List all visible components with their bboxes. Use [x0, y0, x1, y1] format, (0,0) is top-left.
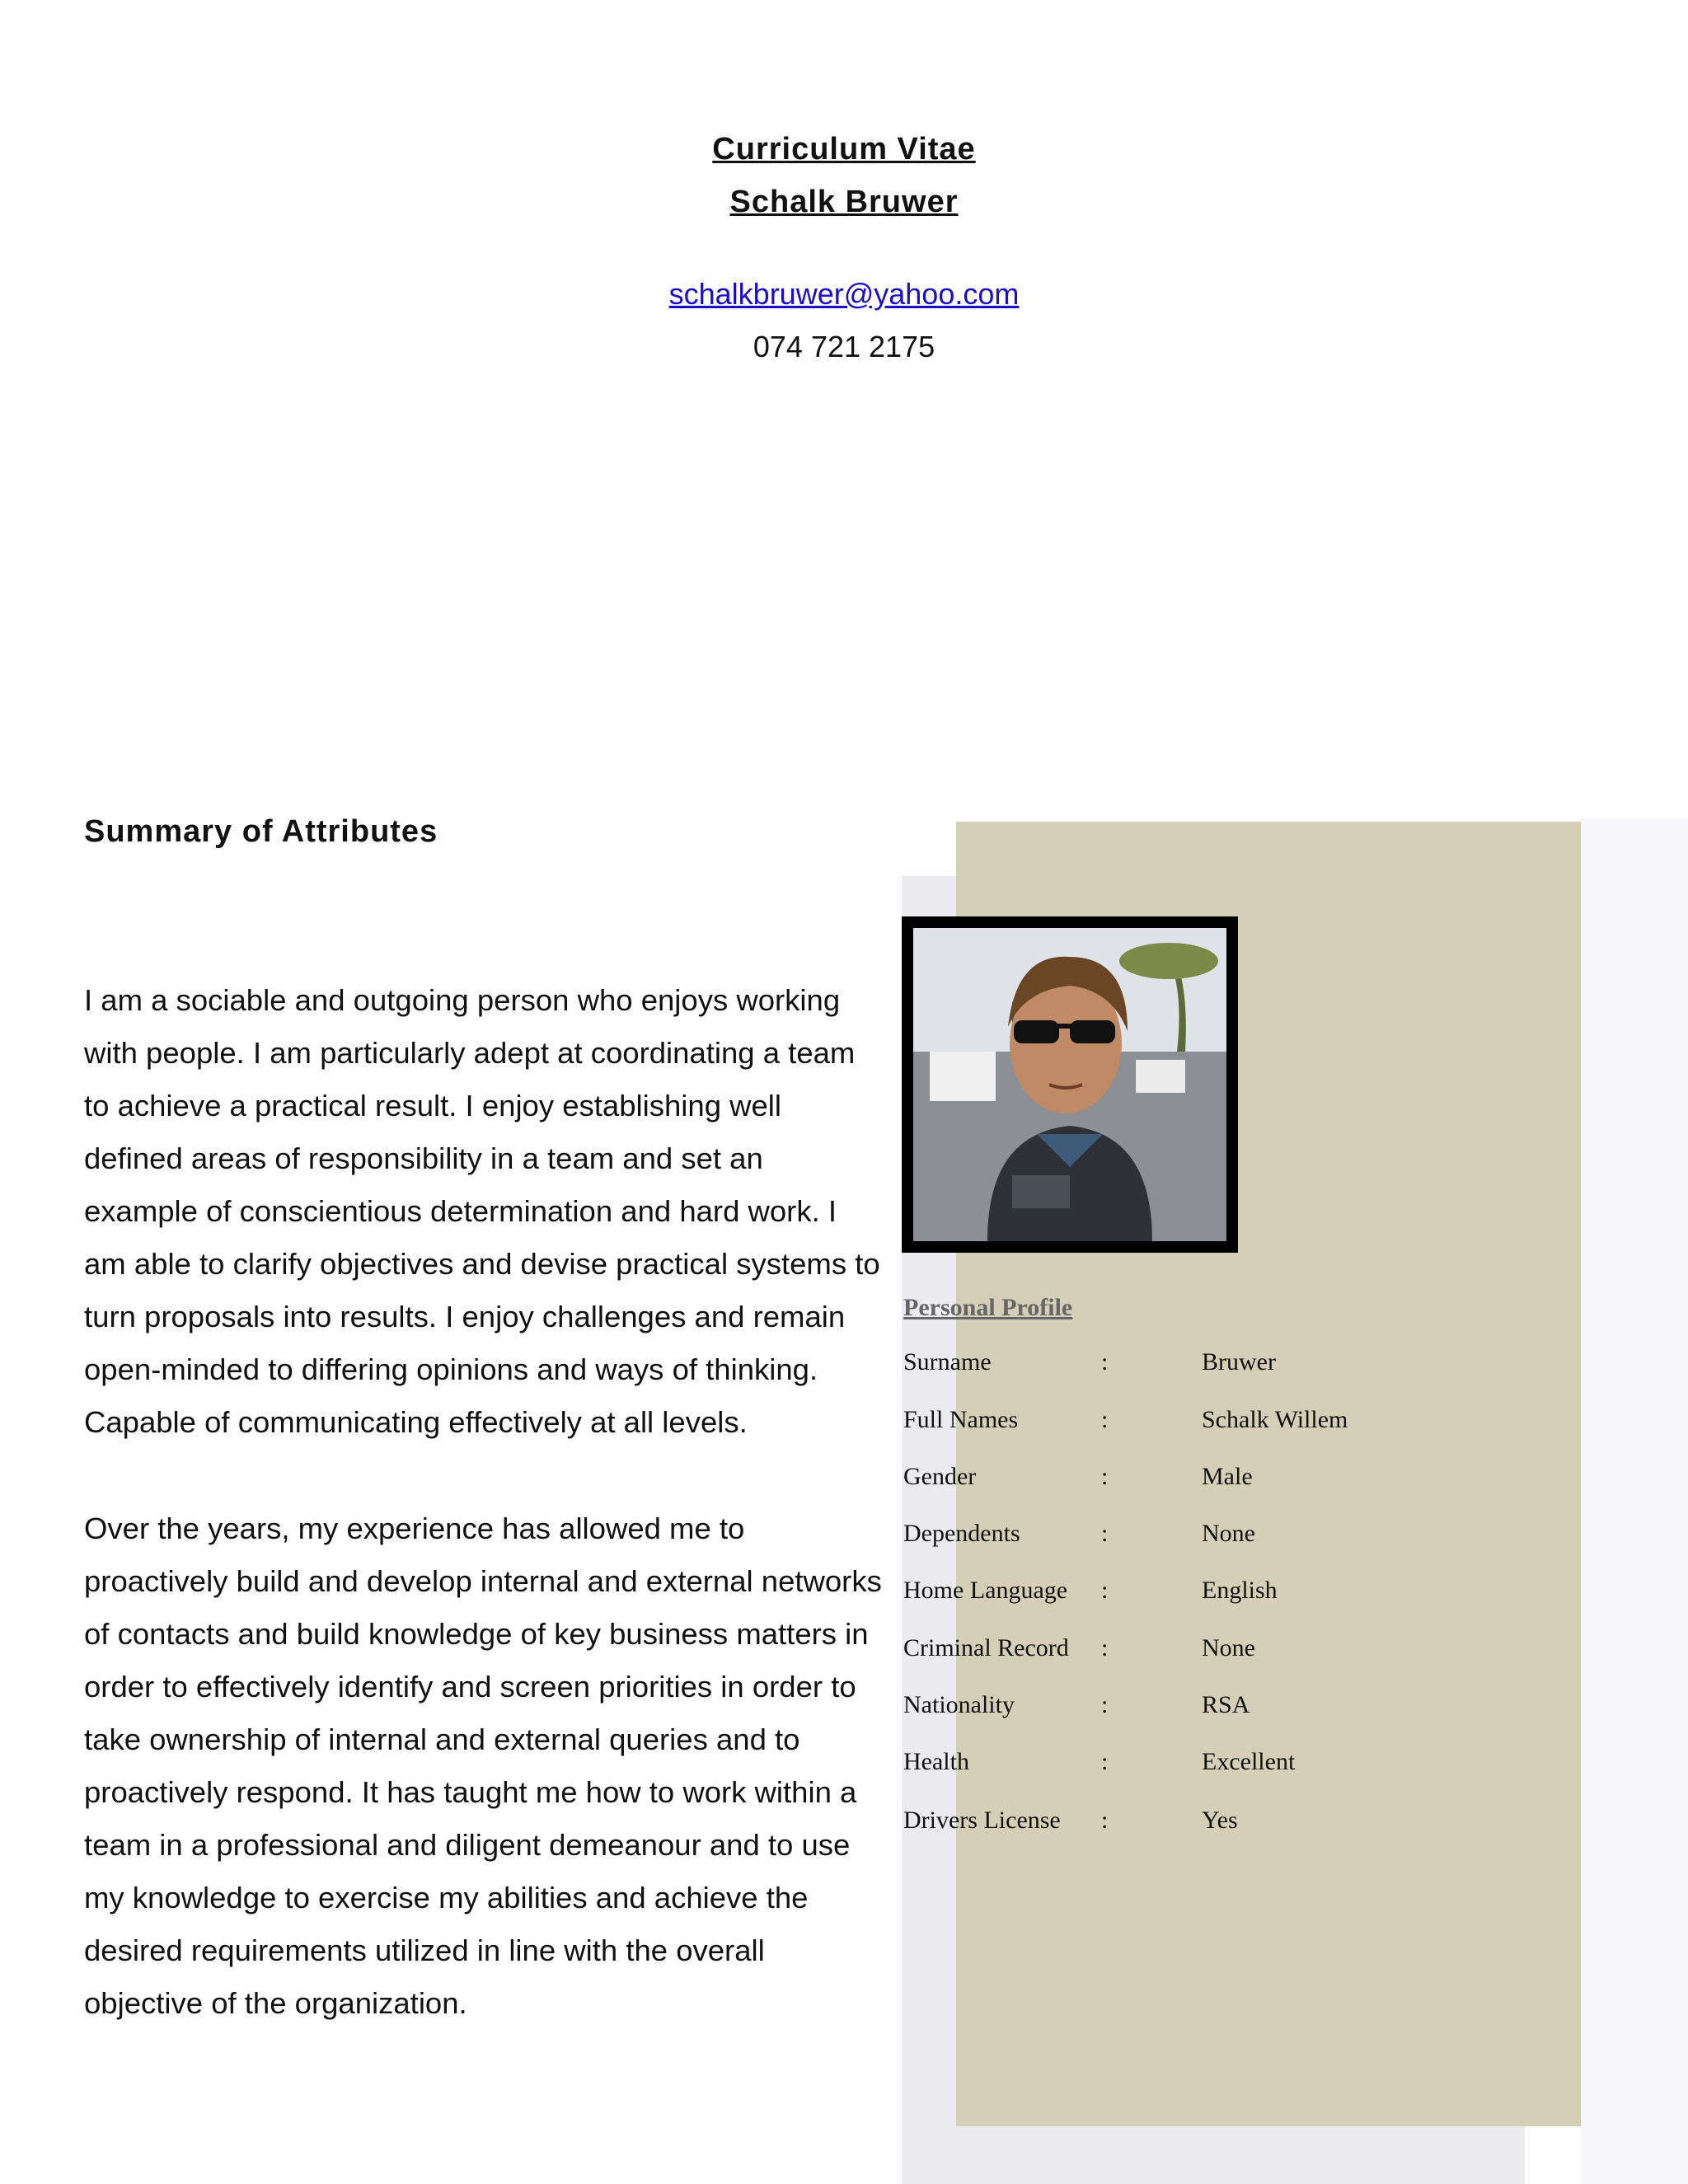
profile-label: Surname [903, 1348, 992, 1376]
profile-row-health [903, 1748, 1530, 1781]
profile-row-gender [903, 1463, 1530, 1496]
candidate-name: Schalk Bruwer [729, 185, 959, 219]
profile-separator: : [1101, 1577, 1109, 1604]
profile-value: English [1202, 1577, 1278, 1604]
profile-separator: : [1101, 1748, 1109, 1775]
profile-row-dependents [903, 1520, 1530, 1553]
profile-label: Dependents [903, 1520, 1020, 1547]
profile-value: None [1202, 1634, 1255, 1661]
profile-separator: : [1101, 1520, 1109, 1547]
profile-separator: : [1101, 1463, 1109, 1490]
profile-row-home-language [903, 1577, 1530, 1610]
profile-label: Gender [903, 1463, 977, 1490]
profile-value: Excellent [1202, 1748, 1296, 1775]
profile-label: Health [903, 1748, 969, 1775]
profile-separator: : [1101, 1691, 1109, 1718]
profile-label: Nationality [903, 1691, 1015, 1718]
profile-label: Drivers License [903, 1807, 1061, 1834]
profile-heading: Personal Profile [903, 1294, 1073, 1321]
profile-value: Male [1202, 1463, 1253, 1490]
profile-separator: : [1101, 1406, 1109, 1433]
profile-label: Home Language [903, 1577, 1068, 1604]
summary-paragraph-1: I am a sociable and outgoing person who enjoys working with people. I am particularly adept at coordinating a team to achieve a practical result. I enjoy establishing well defined areas of responsibility in a team and set an example of conscientious determination and hard work. I am able to clarify objectives and devise practical systems to turn proposals into results. I enjoy challenges and remain open-minded to differing opinions and ways of thinking. Capable of communicating effectively at all levels. [84, 983, 880, 1439]
profile-photo [902, 916, 1238, 1253]
profile-row-nationality [903, 1691, 1530, 1724]
summary-paragraph-2: Over the years, my experience has allowed me to proactively build and develop internal and external networks of contacts and build knowledge of key business matters in order to effectively identify and screen priorities in order to take ownership of internal and external queries and to proactively respond. It has taught me how to work within a team in a professional and diligent demeanour and to use my knowledge to exercise my abilities and achieve the desired requirements utilized in line with the overall objective of the organization. [84, 1511, 882, 2020]
profile-value: RSA [1202, 1691, 1250, 1718]
profile-value: Yes [1202, 1807, 1238, 1834]
profile-separator: : [1101, 1348, 1109, 1376]
email-link[interactable]: schalkbruwer@yahoo.com [668, 277, 1020, 311]
profile-separator: : [1101, 1634, 1109, 1661]
profile-label: Full Names [903, 1406, 1019, 1433]
profile-separator: : [1101, 1807, 1109, 1834]
profile-value: Schalk Willem [1202, 1406, 1348, 1433]
document-title: Curriculum Vitae [712, 132, 976, 166]
profile-photo-image [913, 928, 1226, 1241]
panel-shadow [1581, 818, 1688, 2184]
profile-value: None [1202, 1520, 1255, 1547]
profile-row-criminal-record [903, 1634, 1530, 1667]
profile-value: Bruwer [1202, 1348, 1276, 1376]
profile-row-drivers-license [903, 1807, 1530, 1840]
phone-number: 074 721 2175 [753, 330, 935, 363]
profile-label: Criminal Record [903, 1634, 1069, 1661]
profile-row-surname [903, 1348, 1530, 1381]
profile-row-full-names [903, 1406, 1530, 1439]
summary-heading: Summary of Attributes [84, 814, 438, 849]
